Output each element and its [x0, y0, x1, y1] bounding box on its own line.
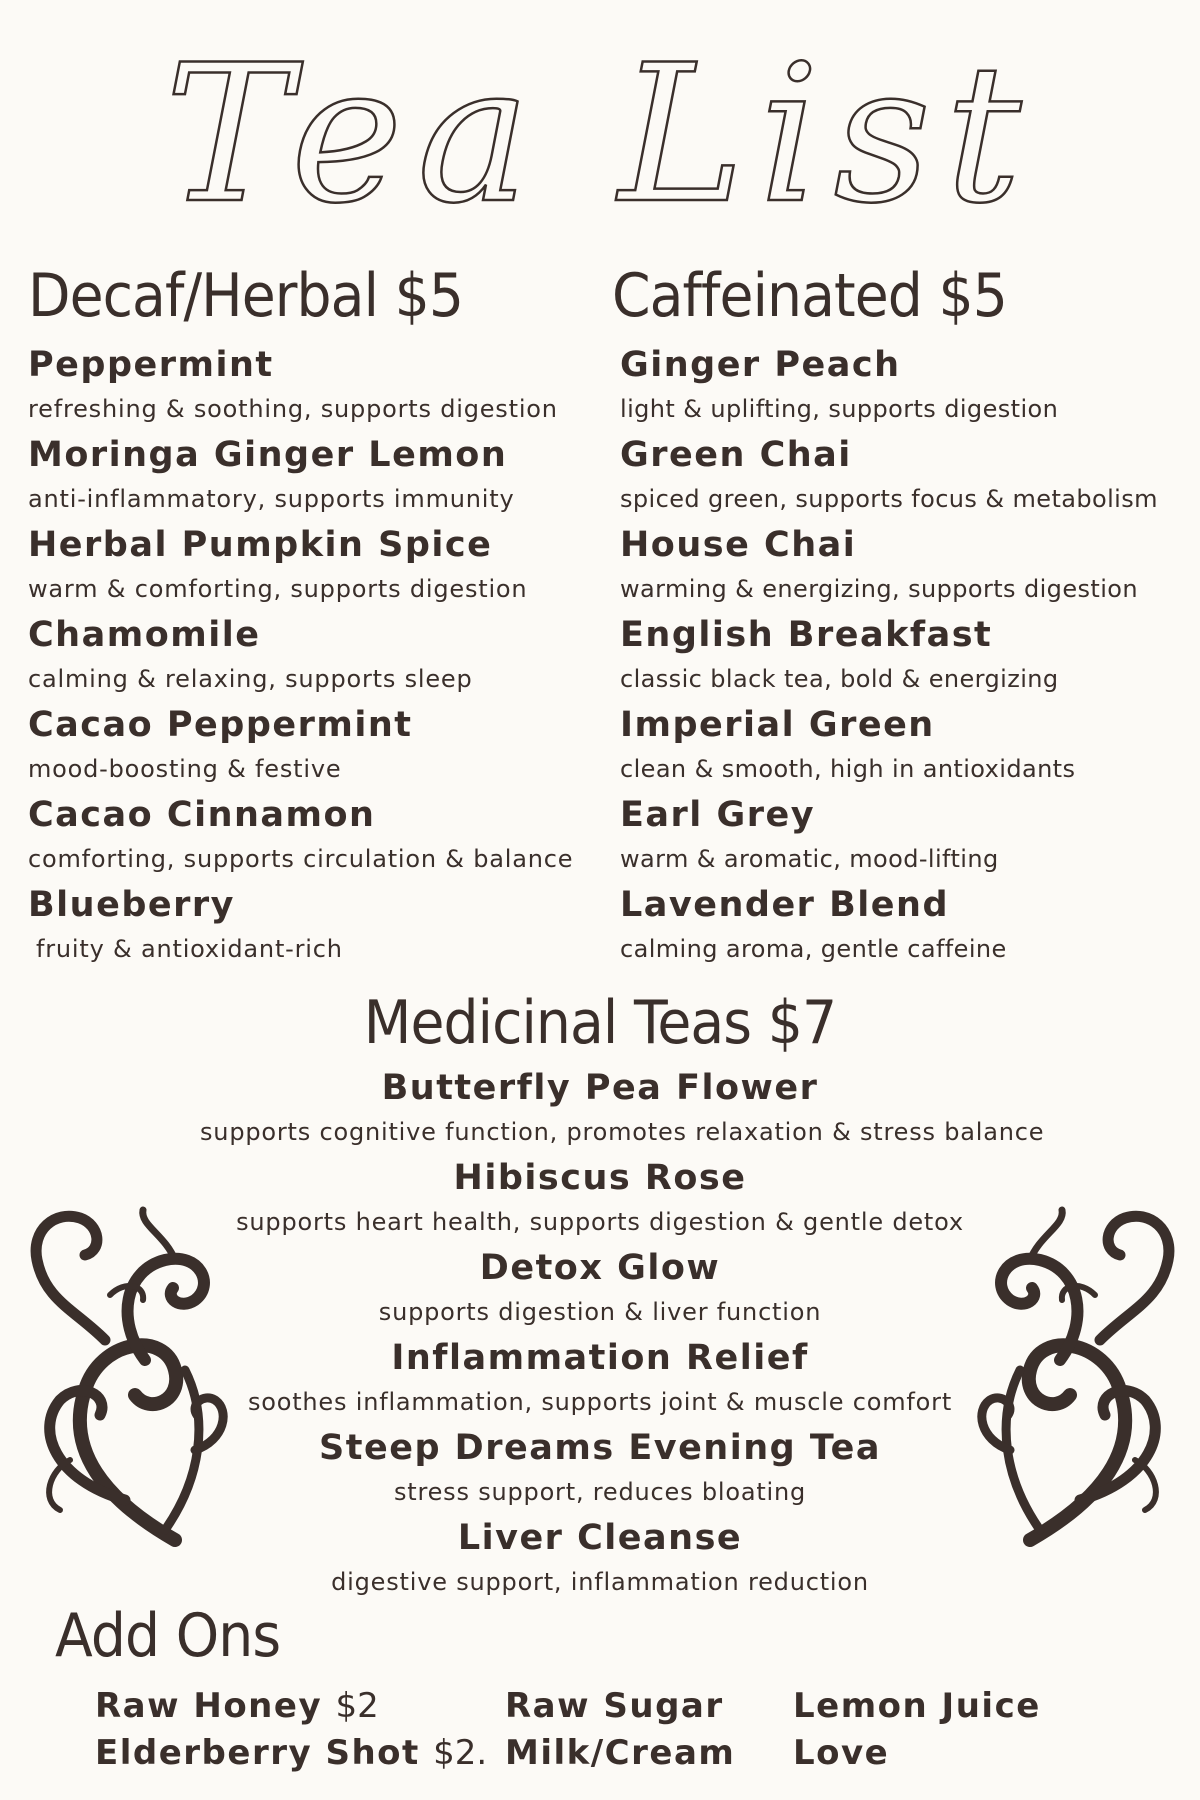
- tea-description: fruity & antioxidant-rich: [36, 935, 343, 963]
- addon-name: Milk/Cream: [505, 1733, 736, 1773]
- tea-name: House Chai: [620, 525, 857, 565]
- addon-item: [95, 1730, 487, 1776]
- menu-item: [200, 1155, 1000, 1245]
- addons-section-title: Add Ons: [55, 1601, 281, 1671]
- tea-description: calming & relaxing, supports sleep: [28, 665, 473, 693]
- tea-description: anti-inflammatory, supports immunity: [28, 485, 515, 513]
- tea-description: supports digestion & liver function: [378, 1298, 822, 1326]
- addon-price: $2: [335, 1686, 379, 1726]
- tea-name: Green Chai: [620, 435, 852, 475]
- menu-title: Tea List: [164, 24, 1036, 245]
- tea-description: clean & smooth, high in antioxidants: [620, 755, 1076, 783]
- tea-description: stress support, reduces bloating: [393, 1478, 807, 1506]
- tea-name: Earl Grey: [620, 795, 816, 835]
- tea-name: Ginger Peach: [620, 345, 901, 385]
- tea-name: Cacao Peppermint: [28, 705, 413, 745]
- menu-item: [200, 1245, 1000, 1335]
- menu-item: [200, 1065, 1045, 1155]
- tea-name: Moringa Ginger Lemon: [28, 435, 508, 475]
- tea-description: comforting, supports circulation & balance: [28, 845, 574, 873]
- tea-name: Herbal Pumpkin Spice: [28, 525, 493, 565]
- addon-item: [505, 1683, 724, 1729]
- caffeinated-section-title: Caffeinated $5: [612, 261, 1007, 331]
- menu-item: [620, 432, 1180, 522]
- medicinal-section-title: Medicinal Teas $7: [363, 988, 837, 1058]
- addon-price: $2.: [433, 1733, 488, 1773]
- medicinal-section: [200, 985, 1045, 1605]
- flourish-swirl-icon: [970, 1200, 1180, 1550]
- addon-item: [793, 1683, 1041, 1729]
- menu-item: [200, 1425, 1000, 1515]
- tea-description: warm & comforting, supports digestion: [28, 575, 528, 603]
- tea-name: Peppermint: [28, 345, 274, 385]
- caffeinated-section: [612, 258, 1180, 972]
- tea-name: Inflammation Relief: [391, 1338, 809, 1378]
- addon-name: Elderberry Shot: [95, 1733, 420, 1773]
- tea-description: classic black tea, bold & energizing: [620, 665, 1059, 693]
- menu-item: [620, 522, 1180, 612]
- menu-item: [620, 702, 1180, 792]
- tea-name: Detox Glow: [479, 1248, 721, 1288]
- addon-name: Lemon Juice: [793, 1686, 1041, 1726]
- tea-name: Cacao Cinnamon: [28, 795, 376, 835]
- menu-item: [28, 792, 588, 882]
- menu-item: [28, 522, 588, 612]
- tea-name: Imperial Green: [620, 705, 935, 745]
- menu-item: [28, 342, 588, 432]
- tea-description: supports heart health, supports digestion & gentle detox: [236, 1208, 964, 1236]
- menu-item: [620, 342, 1180, 432]
- tea-description: spiced green, supports focus & metabolism: [620, 485, 1158, 513]
- tea-name: Liver Cleanse: [457, 1518, 743, 1558]
- tea-name: Lavender Blend: [620, 885, 950, 925]
- herbal-section-title: Decaf/Herbal $5: [28, 261, 464, 331]
- menu-item: [620, 792, 1180, 882]
- tea-name: English Breakfast: [620, 615, 993, 655]
- tea-name: Blueberry: [28, 885, 235, 925]
- tea-description: refreshing & soothing, supports digestion: [28, 395, 558, 423]
- addons-section: [55, 1598, 300, 1674]
- tea-description: light & uplifting, supports digestion: [620, 395, 1059, 423]
- tea-description: mood-boosting & festive: [28, 755, 342, 783]
- tea-description: supports cognitive function, promotes relaxation & stress balance: [200, 1118, 1045, 1146]
- addon-name: Raw Sugar: [505, 1686, 724, 1726]
- addon-item: [95, 1683, 379, 1729]
- menu-item: [200, 1335, 1000, 1425]
- tea-description: calming aroma, gentle caffeine: [620, 935, 1007, 963]
- menu-item: [620, 612, 1180, 702]
- addon-name: Raw Honey: [95, 1686, 323, 1726]
- tea-name: Chamomile: [28, 615, 261, 655]
- flourish-swirl-icon: [25, 1200, 235, 1550]
- tea-description: soothes inflammation, supports joint & muscle comfort: [247, 1388, 953, 1416]
- menu-item: [620, 882, 1180, 972]
- menu-item: [28, 702, 588, 792]
- herbal-section: [28, 258, 588, 972]
- tea-description: warm & aromatic, mood-lifting: [620, 845, 999, 873]
- tea-description: digestive support, inflammation reduction: [331, 1568, 869, 1596]
- addon-item: [793, 1730, 889, 1776]
- menu-item: [28, 612, 588, 702]
- menu-item: [28, 882, 588, 972]
- tea-description: warming & energizing, supports digestion: [620, 575, 1138, 603]
- tea-name: Butterfly Pea Flower: [381, 1068, 819, 1108]
- addon-item: [505, 1730, 735, 1776]
- menu-item: [200, 1515, 1000, 1605]
- tea-name: Hibiscus Rose: [453, 1158, 747, 1198]
- addon-name: Love: [793, 1733, 890, 1773]
- tea-name: Steep Dreams Evening Tea: [319, 1428, 881, 1468]
- menu-item: [28, 432, 588, 522]
